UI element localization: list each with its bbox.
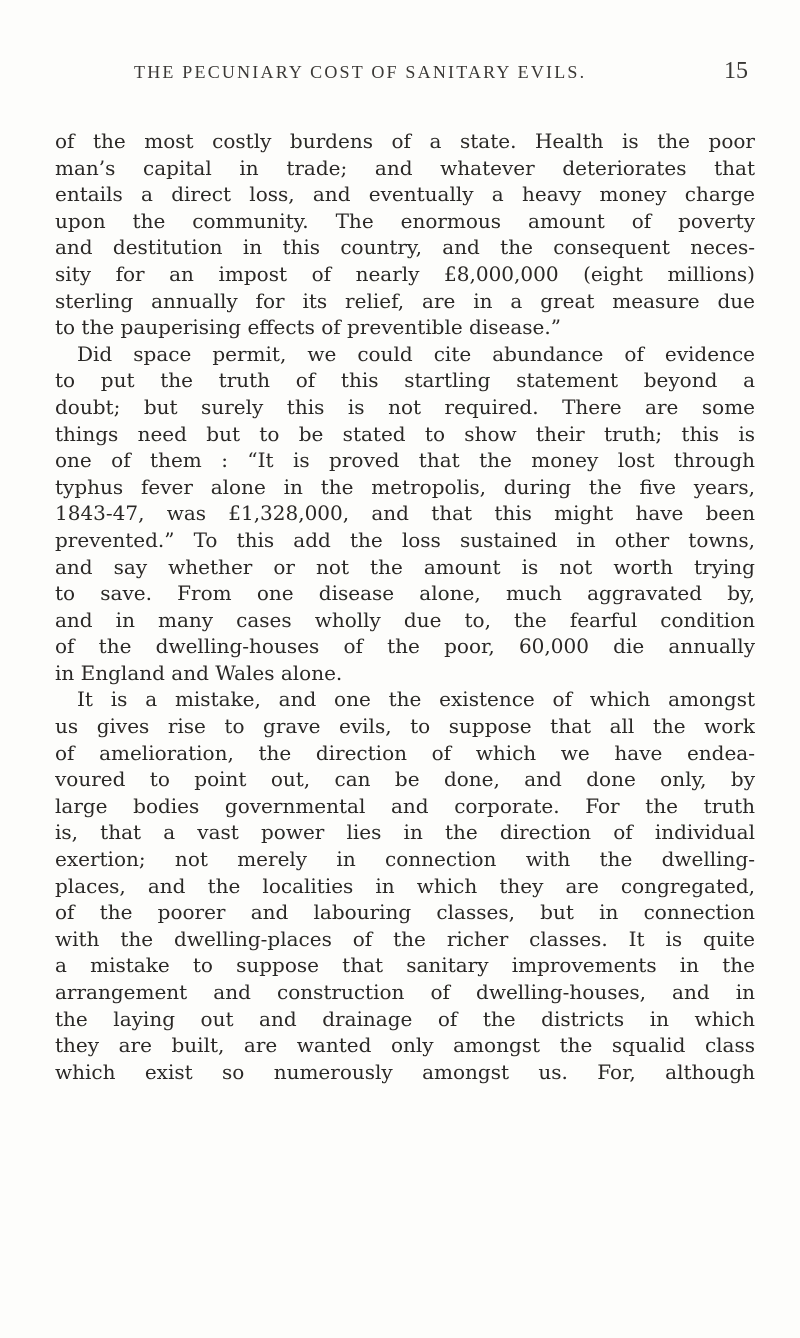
text-line: places, and the localities in which they are congregated, xyxy=(55,873,755,898)
text-line: voured to point out, can be done, and done only, by xyxy=(55,767,755,792)
text-line: of the most costly burdens of a state. Health is the poor xyxy=(55,129,755,153)
text-line: large bodies governmental and corporate. For the truth xyxy=(55,793,755,818)
text-line: of the dwelling-houses of the poor, 60,000 die annually xyxy=(55,634,755,659)
text-line: upon the community. The enormous amount of poverty xyxy=(55,208,755,233)
text-line: they are built, are wanted only amongst the squalid class xyxy=(55,1033,755,1058)
paragraph-start-line: Did space permit, we could cite abundance of evidence xyxy=(77,341,755,366)
text-line: sterling annually for its relief, are in a great measure due xyxy=(55,288,755,313)
text-line: sity for an impost of nearly £8,000,000 (eight millions) xyxy=(55,261,755,286)
text-line: with the dwelling-places of the richer classes. It is quite xyxy=(55,926,755,951)
text-line: in England and Wales alone. xyxy=(55,660,343,685)
text-line: of amelioration, the direction of which we have endea- xyxy=(55,740,755,765)
text-line: prevented.” To this add the loss sustained in other towns, xyxy=(55,527,755,552)
page-number: 15 xyxy=(724,58,748,84)
text-line: man’s capital in trade; and whatever deteriorates that xyxy=(55,155,755,180)
text-line: 1843-47, was £1,328,000, and that this might have been xyxy=(55,501,755,526)
text-line: which exist so numerously amongst us. For, although xyxy=(55,1059,755,1084)
paragraph-start-line: It is a mistake, and one the existence of which amongst xyxy=(77,687,755,712)
text-line: us gives rise to grave evils, to suppose that all the work xyxy=(55,714,755,739)
text-line: one of them : “It is proved that the money lost through xyxy=(55,448,755,473)
body-text xyxy=(55,128,755,1085)
text-line: a mistake to suppose that sanitary improvements in the xyxy=(55,953,755,978)
text-line: things need but to be stated to show their truth; this is xyxy=(55,421,755,446)
text-line: exertion; not merely in connection with the dwelling- xyxy=(55,847,755,872)
running-title: THE PECUNIARY COST OF SANITARY EVILS. xyxy=(134,62,587,82)
text-line: and destitution in this country, and the consequent neces- xyxy=(55,235,755,260)
text-line: of the poorer and labouring classes, but in connection xyxy=(55,900,755,925)
text-line: arrangement and construction of dwelling-houses, and in xyxy=(55,980,755,1004)
text-line: to the pauperising effects of preventible disease.” xyxy=(55,315,561,340)
text-line: is, that a vast power lies in the direction of individual xyxy=(55,820,755,845)
text-line: typhus fever alone in the metropolis, during the five years, xyxy=(55,474,755,499)
text-line: the laying out and drainage of the districts in which xyxy=(55,1006,755,1031)
text-line: and in many cases wholly due to, the fearful condition xyxy=(55,607,755,632)
running-head xyxy=(98,58,748,90)
text-line: doubt; but surely this is not required. There are some xyxy=(55,394,755,419)
text-line: entails a direct loss, and eventually a heavy money charge xyxy=(55,182,755,207)
text-line: to put the truth of this startling statement beyond a xyxy=(55,368,755,393)
text-line: to save. From one disease alone, much aggravated by, xyxy=(55,581,755,606)
text-line: and say whether or not the amount is not worth trying xyxy=(55,554,755,579)
